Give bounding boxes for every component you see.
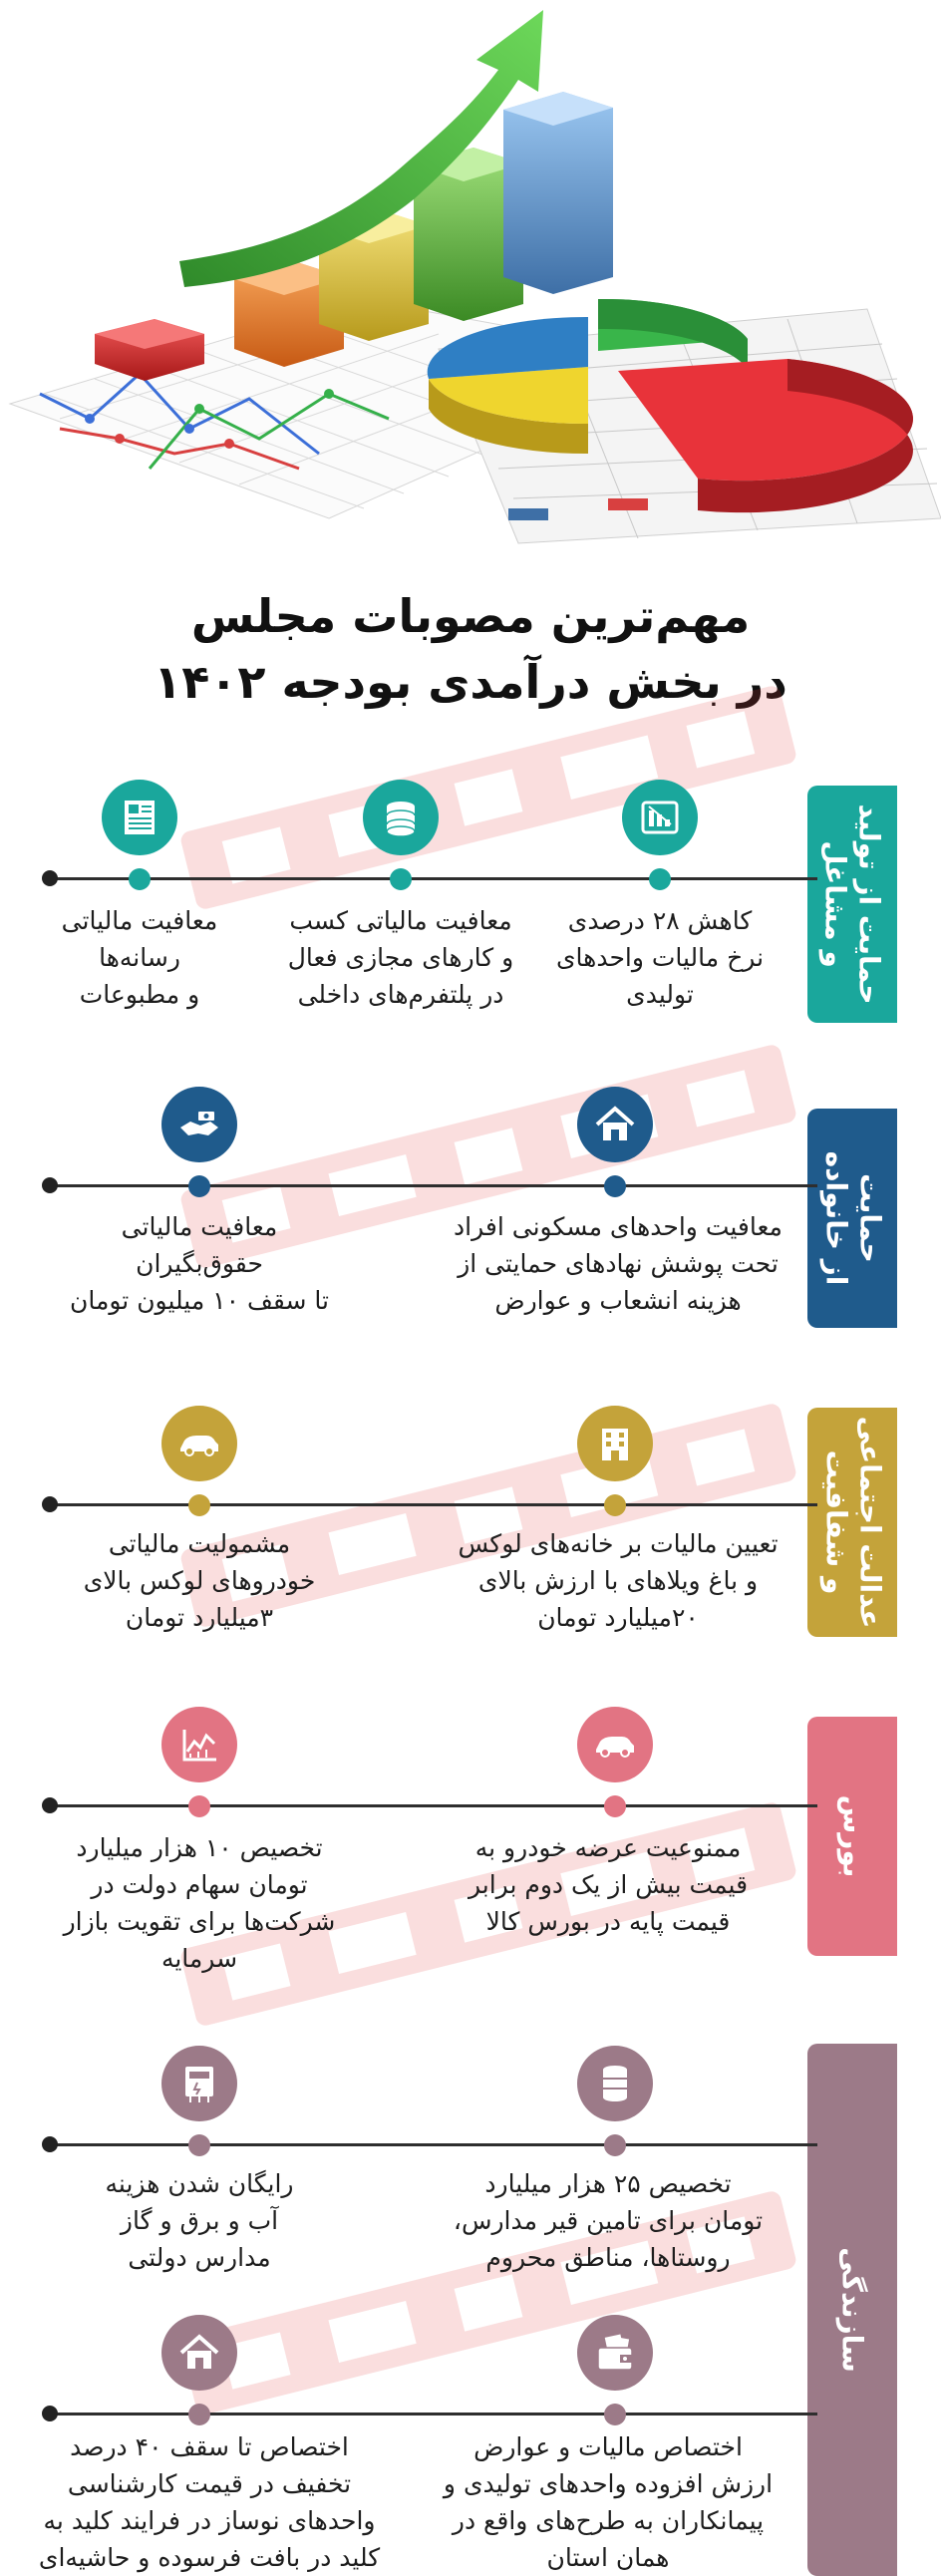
main-title bbox=[0, 583, 941, 715]
item-text: تعیین مالیات بر خانه‌های لوکس و باغ ویلاهای با ارزش بالای ۲۰میلیارد تومان bbox=[458, 1529, 779, 1632]
timeline-node bbox=[188, 2134, 210, 2156]
timeline-node bbox=[188, 1175, 210, 1197]
timeline-node bbox=[188, 1494, 210, 1516]
coin-stack-icon bbox=[363, 780, 439, 855]
section-label-line1: سازندگی bbox=[836, 2247, 869, 2373]
timeline-line bbox=[50, 2413, 817, 2415]
item-text: کاهش ۲۸ درصدی نرخ مالیات واحدهای تولیدی bbox=[555, 906, 765, 1009]
item-text: مشمولیت مالیاتی خودروهای لوکس بالای ۳میلیارد تومان bbox=[83, 1529, 316, 1632]
hero-chart-illustration bbox=[0, 0, 941, 558]
item-text: معافیت مالیاتی کسب و کارهای مجازی فعال در پلتفرم‌های داخلی bbox=[287, 906, 514, 1009]
section-label-line1: حمایت از تولید bbox=[853, 804, 886, 1005]
timeline-line bbox=[50, 1184, 817, 1187]
timeline-line bbox=[50, 877, 817, 880]
item-text: رایگان شدن هزینه آب و برق و گاز مدارس دولتی bbox=[105, 2169, 294, 2272]
item-text: اختصاص تا سقف ۴۰ درصد تخفیف در قیمت کارشناسی واحدهای نوساز در فرایند کلید به کلید در بافت فرسوده و حاشیه‌ای bbox=[38, 2432, 381, 2572]
timeline-line bbox=[50, 1804, 817, 1807]
house-icon bbox=[161, 2315, 237, 2391]
car-icon bbox=[577, 1707, 653, 1782]
section-tab-justice bbox=[807, 1408, 897, 1637]
stock-chart-icon bbox=[161, 1707, 237, 1782]
bar-blue bbox=[503, 92, 613, 294]
newspaper-icon bbox=[102, 780, 177, 855]
timeline-node bbox=[129, 868, 151, 890]
item-text: تخصیص ۲۵ هزار میلیارد تومان برای تامین قیر مدارس، روستاها، مناطق محروم bbox=[453, 2169, 764, 2272]
timeline-end-dot bbox=[42, 2406, 58, 2421]
timeline-node bbox=[604, 1175, 626, 1197]
item-text: تخصیص ۱۰ هزار میلیارد تومان سهام دولت در شرکت‌ها برای تقویت بازار سرمایه bbox=[63, 1833, 336, 1973]
section-tab-construction bbox=[807, 2044, 897, 2576]
timeline-end-dot bbox=[42, 1797, 58, 1813]
timeline-end-dot bbox=[42, 2136, 58, 2152]
section-label-line2: و مشاغل bbox=[819, 840, 852, 968]
section-label-line2: از خانواده bbox=[819, 1150, 853, 1286]
section-label-line1: بورس bbox=[835, 1794, 869, 1878]
bar-chart-down-icon bbox=[622, 780, 698, 855]
section-label-line1: عدالت اجتماعی bbox=[853, 1416, 886, 1629]
timeline-end-dot bbox=[42, 870, 58, 886]
wallet-money-icon bbox=[577, 2315, 653, 2391]
section-tab-family bbox=[807, 1109, 897, 1328]
timeline-node bbox=[604, 1494, 626, 1516]
timeline-node bbox=[188, 2404, 210, 2425]
item-text: معافیت واحدهای مسکونی افراد تحت پوشش نهادهای حمایتی از هزینه انشعاب و عوارض bbox=[454, 1212, 783, 1315]
timeline-line bbox=[50, 1503, 817, 1506]
item-text: اختصاص مالیات و عوارض ارزش افزوده واحدهای تولیدی و پیمانکاران به طرح‌های واقع در همان استان bbox=[443, 2432, 774, 2572]
building-icon bbox=[577, 1406, 653, 1481]
section-tab-stock-market bbox=[807, 1717, 897, 1956]
timeline-line bbox=[50, 2143, 817, 2146]
item-text: معافیت مالیاتی حقوق‌بگیران تا سقف ۱۰ میلیون تومان bbox=[70, 1212, 329, 1315]
timeline-node bbox=[604, 1795, 626, 1817]
timeline-node bbox=[604, 2134, 626, 2156]
item-text: ممنوعیت عرضه خودرو به قیمت بیش از یک دوم برابر قیمت پایه در بورس کالا bbox=[468, 1833, 749, 1936]
utility-meter-icon bbox=[161, 2046, 237, 2121]
car-icon bbox=[161, 1406, 237, 1481]
section-label-line1: حمایت bbox=[853, 1173, 887, 1263]
barrel-icon bbox=[577, 2046, 653, 2121]
title-line-1: مهم‌ترین مصوبات مجلس bbox=[190, 589, 751, 643]
handshake-money-icon bbox=[161, 1087, 237, 1162]
timeline-node bbox=[188, 1795, 210, 1817]
section-label-line2: و شفافیت bbox=[819, 1449, 852, 1595]
timeline-node bbox=[649, 868, 671, 890]
timeline-node bbox=[390, 868, 412, 890]
timeline-node bbox=[604, 2404, 626, 2425]
item-text: معافیت مالیاتی رسانه‌ها و مطبوعات bbox=[61, 906, 218, 1009]
title-line-2: در بخش درآمدی بودجه ۱۴۰۲ bbox=[154, 655, 787, 709]
timeline-end-dot bbox=[42, 1177, 58, 1193]
timeline-end-dot bbox=[42, 1496, 58, 1512]
house-icon bbox=[577, 1087, 653, 1162]
